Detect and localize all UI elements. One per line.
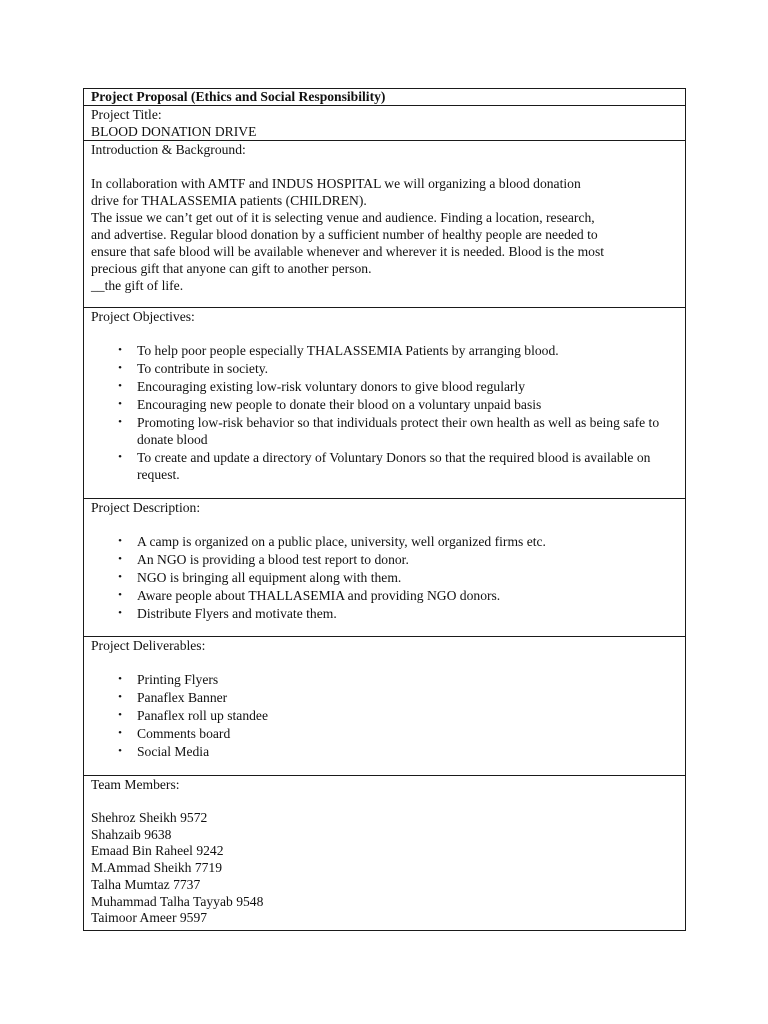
description-row — [84, 499, 686, 637]
team-member: Muhammad Talha Tayyab 9548 — [91, 893, 264, 909]
list-item — [91, 360, 678, 377]
deliverables-list — [91, 671, 678, 760]
description-text: Aware people about THALLASEMIA and providing NGO donors. — [137, 588, 501, 603]
deliverables-heading: Project Deliverables: — [91, 638, 206, 653]
project-title-label: Project Title: — [91, 107, 162, 122]
objective-text: To create and update a directory of Voluntary Donors so that the required blood is available on request. — [137, 450, 651, 482]
team-member: Taimoor Ameer 9597 — [91, 910, 208, 926]
team-member: Shahzaib 9638 — [91, 826, 172, 842]
list-item — [91, 396, 678, 413]
introduction-line: drive for THALASSEMIA patients (CHILDREN). — [91, 193, 367, 208]
bullet-icon: • — [118, 398, 122, 410]
description-text: NGO is bringing all equipment along with them. — [137, 570, 402, 585]
objectives-heading: Project Objectives: — [91, 309, 195, 324]
bullet-icon: • — [118, 745, 122, 757]
introduction-heading: Introduction & Background: — [91, 142, 246, 157]
introduction-line: precious gift that anyone can gift to another person. — [91, 261, 372, 276]
list-item — [91, 605, 678, 622]
spacer — [91, 325, 678, 342]
bullet-icon: • — [118, 727, 122, 739]
bullet-icon: • — [118, 451, 122, 463]
team-member: Talha Mumtaz 7737 — [91, 876, 201, 892]
introduction-cell — [84, 141, 686, 308]
header-cell — [84, 89, 686, 106]
introduction-line: ensure that safe blood will be available whenever and wherever it is needed. Blood is the most — [91, 244, 605, 259]
deliverable-text: Social Media — [137, 744, 210, 759]
description-list — [91, 533, 678, 622]
description-cell — [84, 499, 686, 637]
project-title: BLOOD DONATION DRIVE — [91, 124, 257, 139]
introduction-row — [84, 141, 686, 308]
description-heading: Project Description: — [91, 500, 201, 515]
team-member: M.Ammad Sheikh 7719 — [91, 860, 223, 876]
objectives-row — [84, 308, 686, 499]
list-item — [91, 587, 678, 604]
description-text: An NGO is providing a blood test report to donor. — [137, 552, 409, 567]
bullet-icon: • — [118, 416, 122, 428]
bullet-icon: • — [118, 709, 122, 721]
objective-text: Encouraging existing low-risk voluntary donors to give blood regularly — [137, 379, 526, 394]
description-text: A camp is organized on a public place, university, well organized firms etc. — [137, 534, 546, 549]
introduction-line: and advertise. Regular blood donation by a sufficient number of healthy people are needed to — [91, 227, 598, 242]
bullet-icon: • — [118, 691, 122, 703]
introduction-line: In collaboration with AMTF and INDUS HOSPITAL we will organizing a blood donation — [91, 176, 581, 191]
proposal-header: Project Proposal (Ethics and Social Responsibility) — [91, 89, 386, 104]
objective-text: To contribute in society. — [137, 361, 269, 376]
introduction-line: The issue we can’t get out of it is selecting venue and audience. Finding a location, research, — [91, 210, 595, 225]
team-member: Emaad Bin Raheel 9242 — [91, 843, 224, 859]
spacer — [91, 654, 678, 671]
deliverable-text: Panaflex Banner — [137, 690, 228, 705]
list-item — [91, 671, 678, 688]
deliverable-text: Printing Flyers — [137, 672, 219, 687]
project-title-row — [84, 106, 686, 141]
bullet-icon: • — [118, 362, 122, 374]
header-row — [84, 89, 686, 106]
objective-text: To help poor people especially THALASSEMIA Patients by arranging blood. — [137, 343, 559, 358]
spacer — [91, 516, 678, 533]
list-item — [91, 378, 678, 395]
deliverables-row — [84, 637, 686, 776]
list-item — [91, 414, 678, 448]
list-item — [91, 449, 678, 483]
deliverables-cell — [84, 637, 686, 776]
bullet-icon: • — [118, 607, 122, 619]
spacer — [91, 158, 678, 175]
bullet-icon: • — [118, 589, 122, 601]
list-item — [91, 569, 678, 586]
bullet-icon: • — [118, 673, 122, 685]
objective-text: Promoting low-risk behavior so that individuals protect their own health as well as being safe to donate blood — [137, 415, 660, 447]
list-item — [91, 689, 678, 706]
proposal-table — [83, 88, 686, 931]
bullet-icon: • — [118, 571, 122, 583]
list-item — [91, 533, 678, 550]
objectives-cell — [84, 308, 686, 499]
list-item — [91, 743, 678, 760]
team-row — [84, 776, 686, 931]
objective-text: Encouraging new people to donate their blood on a voluntary unpaid basis — [137, 397, 542, 412]
list-item — [91, 725, 678, 742]
project-title-cell — [84, 106, 686, 141]
objectives-list — [91, 342, 678, 483]
deliverable-text: Panaflex roll up standee — [137, 708, 268, 723]
spacer — [91, 793, 678, 810]
bullet-icon: • — [118, 344, 122, 356]
bullet-icon: • — [118, 553, 122, 565]
bullet-icon: • — [118, 380, 122, 392]
team-cell — [84, 776, 686, 931]
introduction-line: __the gift of life. — [91, 278, 184, 293]
list-item — [91, 707, 678, 724]
deliverable-text: Comments board — [137, 726, 231, 741]
list-item — [91, 342, 678, 359]
team-heading: Team Members: — [91, 777, 180, 792]
description-text: Distribute Flyers and motivate them. — [137, 606, 337, 621]
team-member: Shehroz Sheikh 9572 — [91, 810, 208, 825]
bullet-icon: • — [118, 535, 122, 547]
list-item — [91, 551, 678, 568]
